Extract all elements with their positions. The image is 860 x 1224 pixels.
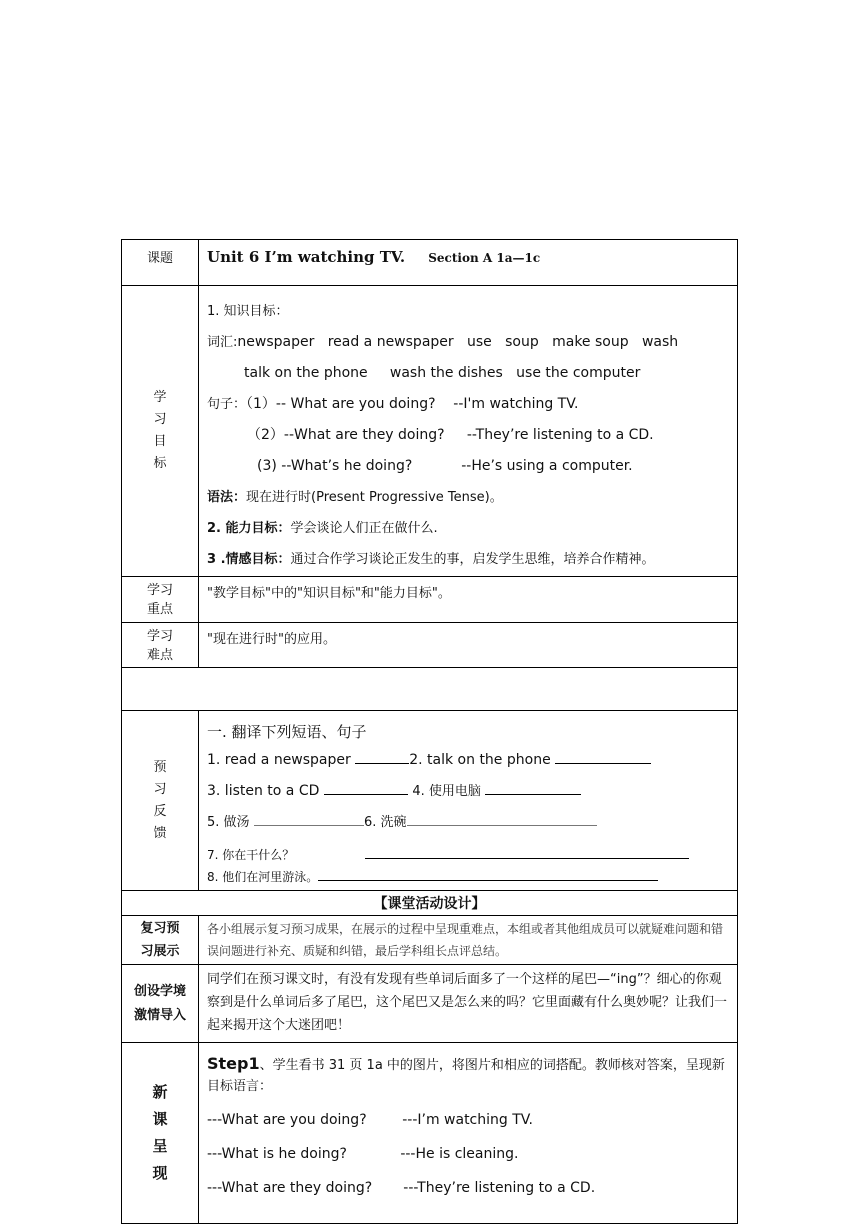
intro-label-1: 创设学境: [133, 983, 186, 999]
preview-q4-blank[interactable]: [485, 780, 581, 795]
preview-label-char-2: 习: [153, 781, 167, 797]
intro-label-cell: [122, 965, 199, 1043]
preview-label-char-4: 馈: [153, 825, 167, 841]
goals-label-char-1: 学: [153, 390, 167, 405]
goals-label-char-4: 标: [153, 456, 167, 471]
empty-cell: [122, 668, 738, 711]
key-points-label-2: 重点: [146, 602, 173, 617]
difficulties-label-2: 难点: [146, 648, 173, 663]
goals-label-char-2: 习: [153, 412, 167, 427]
key-points-text: "教学目标"中的"知识目标"和"能力目标"。: [207, 586, 451, 601]
preview-q7: 7. 你在干什么？: [207, 848, 295, 862]
grammar-label: 语法：: [207, 490, 247, 505]
preview-q3: 3. listen to a CD: [207, 783, 320, 799]
new-lesson-label-char-3: 呈: [152, 1137, 168, 1155]
vocab-line-2: talk on the phone wash the dishes use the computer: [244, 365, 641, 381]
intro-text: 同学们在预习课文时，有没有发现有些单词后面多了一个这样的尾巴—“ing”？细心的你观察到是什么单词后多了尾巴，这个尾巴又是怎么来的吗？它里面藏有什么奥妙呢？让我们一起来揭开这个大迷团吧！: [207, 972, 728, 1033]
preview-q8-blank[interactable]: [318, 866, 658, 881]
preview-q2: 2. talk on the phone: [409, 752, 551, 768]
preview-q1: 1. read a newspaper: [207, 752, 351, 768]
intro-label-2: 激情导入: [133, 1007, 186, 1023]
review-label-1: 复习预: [140, 921, 180, 936]
key-points-content-cell: [199, 577, 738, 623]
sentence-3: (3) --What’s he doing? --He’s using a computer.: [257, 458, 633, 474]
review-label-cell: [122, 916, 199, 965]
key-points-label-cell: [122, 577, 199, 623]
preview-q6-blank[interactable]: [407, 811, 597, 826]
preview-q7-blank[interactable]: [365, 844, 689, 859]
review-text: 各小组展示复习预习成果，在展示的过程中呈现重难点，本组或者其他组成员可以就疑难问题和错误问题进行补充、质疑和纠错，最后学科组长点评总结。: [207, 922, 724, 958]
vocab-line-1: newspaper read a newspaper use soup make soup wash: [237, 334, 679, 350]
preview-q4: 4. 使用电脑: [412, 784, 481, 799]
knowledge-heading: 1. 知识目标：: [207, 304, 289, 319]
sentence-1: （1）-- What are you doing? --I'm watching TV.: [246, 396, 579, 412]
new-lesson-label-char-2: 课: [152, 1110, 168, 1128]
ability-label: 2. 能力目标：: [207, 521, 291, 536]
section-title: Section A 1a—1c: [428, 251, 541, 265]
difficulties-row: [122, 623, 738, 668]
dialog-2: ---What is he doing? ---He is cleaning.: [207, 1146, 519, 1162]
unit-title: Unit 6 I’m watching TV.: [207, 248, 406, 266]
review-content-cell: [199, 916, 738, 965]
preview-label-char-3: 反: [153, 803, 167, 819]
title-content-cell: [199, 240, 738, 286]
preview-label-char-1: 预: [153, 759, 167, 775]
sentence-2: （2）--What are they doing? --They’re listening to a CD.: [247, 427, 654, 443]
preview-q3-blank[interactable]: [324, 780, 408, 795]
vocab-label: 词汇:: [207, 335, 238, 350]
difficulties-text: "现在进行时"的应用。: [207, 632, 336, 647]
sentence-label: 句子：: [207, 397, 247, 412]
difficulties-label-cell: [122, 623, 199, 668]
intro-row: [122, 965, 738, 1043]
activity-header: 【课堂活动设计】: [373, 896, 486, 912]
ability-text: 学会谈论人们正在做什么.: [290, 521, 438, 536]
key-points-label-1: 学习: [146, 583, 173, 598]
step1-label: Step1: [207, 1054, 260, 1073]
difficulties-label-1: 学习: [146, 629, 173, 644]
emotion-text: 通过合作学习谈论正发生的事，启发学生思维，培养合作精神。: [290, 552, 655, 567]
dialog-1: ---What are you doing? ---I’m watching TV.: [207, 1112, 534, 1128]
preview-q8: 8. 他们在河里游泳。: [207, 870, 319, 884]
lesson-plan-table: [121, 239, 738, 1224]
preview-q5: 5. 做汤: [207, 815, 250, 830]
preview-label-cell: [122, 711, 199, 891]
preview-heading: 一. 翻译下列短语、句子: [207, 723, 367, 741]
goals-content-cell: [199, 286, 738, 577]
new-lesson-row: [122, 1043, 738, 1224]
new-lesson-content-cell: [199, 1043, 738, 1224]
preview-content-cell: [199, 711, 738, 891]
preview-q5-blank[interactable]: [254, 811, 364, 826]
activity-header-row: [122, 891, 738, 916]
new-lesson-label-char-1: 新: [152, 1083, 168, 1101]
step1-text: 、学生看书 31 页 1a 中的图片，将图片和相应的词搭配。教师核对答案，呈现新目标语言：: [207, 1058, 725, 1094]
goals-label-char-3: 目: [153, 434, 167, 449]
title-label-cell: [122, 240, 199, 286]
goals-label-cell: [122, 286, 199, 577]
lesson-plan-sheet: [121, 239, 738, 1224]
goals-row: [122, 286, 738, 577]
intro-content-cell: [199, 965, 738, 1043]
key-points-row: [122, 577, 738, 623]
preview-q1-blank[interactable]: [355, 749, 409, 764]
emotion-label: 3 .情感目标：: [207, 552, 291, 567]
review-label-2: 习展示: [140, 944, 180, 959]
review-row: [122, 916, 738, 965]
title-label: 课题: [146, 251, 173, 266]
title-row: [122, 240, 738, 286]
new-lesson-label-cell: [122, 1043, 199, 1224]
dialog-3: ---What are they doing? ---They’re listening to a CD.: [207, 1180, 596, 1196]
grammar-text: 现在进行时(Present Progressive Tense)。: [246, 490, 503, 505]
empty-row: [122, 668, 738, 711]
preview-row: [122, 711, 738, 891]
preview-q6: 6. 洗碗: [364, 815, 407, 830]
preview-q2-blank[interactable]: [555, 749, 651, 764]
activity-header-cell: [122, 891, 738, 916]
difficulties-content-cell: [199, 623, 738, 668]
new-lesson-label-char-4: 现: [152, 1164, 168, 1182]
